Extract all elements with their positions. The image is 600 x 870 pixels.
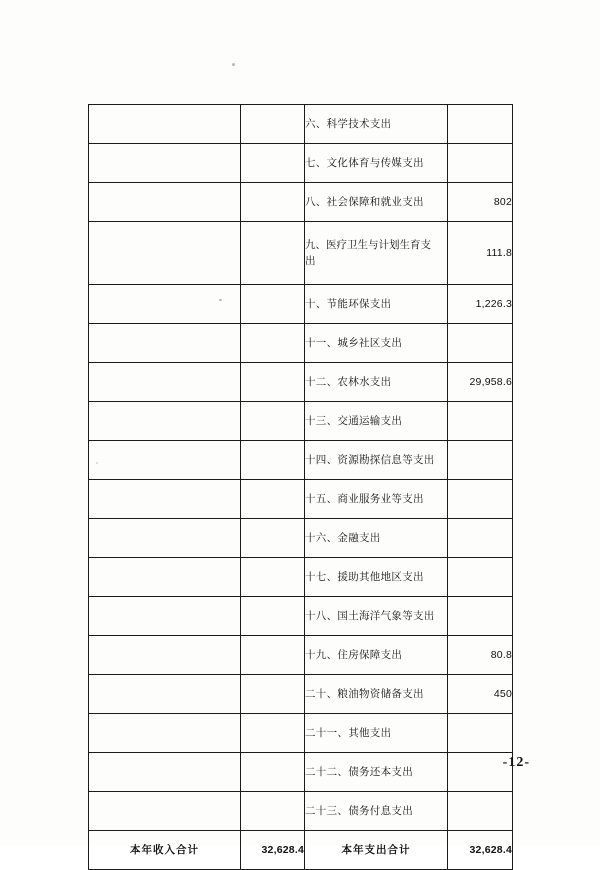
income-amount-cell <box>241 222 305 285</box>
income-amount-cell <box>241 597 305 636</box>
income-label-cell <box>89 402 241 441</box>
income-amount-cell <box>241 285 305 324</box>
expense-label-cell: 十七、援助其他地区支出 <box>305 558 448 597</box>
income-label-cell <box>89 714 241 753</box>
income-label-cell <box>89 105 241 144</box>
expense-label-cell: 二十、粮油物资储备支出 <box>305 675 448 714</box>
expense-label-cell: 二十三、债务付息支出 <box>305 792 448 831</box>
expense-label-cell: 十一、城乡社区支出 <box>305 324 448 363</box>
table-row <box>89 636 513 675</box>
table-row <box>89 183 513 222</box>
budget-table <box>88 104 513 870</box>
income-total-amount: 32,628.4 <box>241 831 305 870</box>
budget-table-container <box>88 104 512 870</box>
expense-amount-cell <box>448 558 513 597</box>
income-label-cell <box>89 324 241 363</box>
income-label-cell <box>89 753 241 792</box>
income-label-cell <box>89 792 241 831</box>
table-row <box>89 675 513 714</box>
income-label-cell <box>89 597 241 636</box>
income-label-cell <box>89 363 241 402</box>
income-amount-cell <box>241 363 305 402</box>
income-amount-cell <box>241 753 305 792</box>
expense-amount-cell <box>448 105 513 144</box>
expense-amount-cell: 80.8 <box>448 636 513 675</box>
expense-label-cell: 九、医疗卫生与计划生育支 出 <box>305 222 448 285</box>
expense-label-cell: 十四、资源勘探信息等支出 <box>305 441 448 480</box>
table-row <box>89 285 513 324</box>
expense-label-cell: 十二、农林水支出 <box>305 363 448 402</box>
table-row <box>89 519 513 558</box>
income-amount-cell <box>241 105 305 144</box>
table-row <box>89 324 513 363</box>
expense-label-cell: 十六、金融支出 <box>305 519 448 558</box>
income-label-cell <box>89 285 241 324</box>
income-amount-cell <box>241 558 305 597</box>
expense-label-cell: 十八、国土海洋气象等支出 <box>305 597 448 636</box>
expense-amount-cell <box>448 714 513 753</box>
expense-amount-cell: 802 <box>448 183 513 222</box>
income-label-cell <box>89 480 241 519</box>
table-row <box>89 480 513 519</box>
scan-speck-icon <box>232 63 235 66</box>
income-label-cell <box>89 144 241 183</box>
income-amount-cell <box>241 714 305 753</box>
income-amount-cell <box>241 324 305 363</box>
expense-label-cell: 十、节能环保支出 <box>305 285 448 324</box>
table-row <box>89 558 513 597</box>
expense-total-amount: 32,628.4 <box>448 831 513 870</box>
expense-label-cell: 二十一、其他支出 <box>305 714 448 753</box>
table-row <box>89 441 513 480</box>
income-amount-cell <box>241 402 305 441</box>
income-total-label: 本年收入合计 <box>89 831 241 870</box>
income-amount-cell <box>241 144 305 183</box>
table-row <box>89 222 513 285</box>
table-row <box>89 363 513 402</box>
budget-table-body <box>89 105 513 870</box>
table-row <box>89 402 513 441</box>
expense-amount-cell: 29,958.6 <box>448 363 513 402</box>
income-label-cell <box>89 636 241 675</box>
expense-amount-cell: 1,226.3 <box>448 285 513 324</box>
income-amount-cell <box>241 183 305 222</box>
expense-amount-cell <box>448 441 513 480</box>
table-row <box>89 792 513 831</box>
income-amount-cell <box>241 792 305 831</box>
expense-label-cell: 六、科学技术支出 <box>305 105 448 144</box>
expense-label-cell: 十三、交通运输支出 <box>305 402 448 441</box>
expense-amount-cell <box>448 480 513 519</box>
expense-amount-cell <box>448 792 513 831</box>
page-number: -12- <box>502 755 530 770</box>
expense-label-cell: 七、文化体育与传媒支出 <box>305 144 448 183</box>
income-label-cell <box>89 222 241 285</box>
expense-total-label: 本年支出合计 <box>305 831 448 870</box>
income-amount-cell <box>241 480 305 519</box>
income-amount-cell <box>241 519 305 558</box>
income-label-cell <box>89 441 241 480</box>
income-amount-cell <box>241 636 305 675</box>
expense-amount-cell: 111.8 <box>448 222 513 285</box>
expense-amount-cell <box>448 597 513 636</box>
table-row <box>89 144 513 183</box>
income-amount-cell <box>241 675 305 714</box>
income-label-cell <box>89 183 241 222</box>
expense-label-cell: 八、社会保障和就业支出 <box>305 183 448 222</box>
income-label-cell <box>89 675 241 714</box>
income-amount-cell <box>241 441 305 480</box>
expense-label-cell: 二十二、债务还本支出 <box>305 753 448 792</box>
expense-label-cell: 十九、住房保障支出 <box>305 636 448 675</box>
table-row <box>89 597 513 636</box>
expense-label-cell: 十五、商业服务业等支出 <box>305 480 448 519</box>
expense-amount-cell <box>448 144 513 183</box>
income-label-cell <box>89 519 241 558</box>
expense-amount-cell <box>448 519 513 558</box>
table-row <box>89 753 513 792</box>
expense-amount-cell <box>448 324 513 363</box>
table-row <box>89 714 513 753</box>
expense-amount-cell: 450 <box>448 675 513 714</box>
income-label-cell <box>89 558 241 597</box>
table-total-row <box>89 831 513 870</box>
table-row <box>89 105 513 144</box>
expense-amount-cell <box>448 402 513 441</box>
